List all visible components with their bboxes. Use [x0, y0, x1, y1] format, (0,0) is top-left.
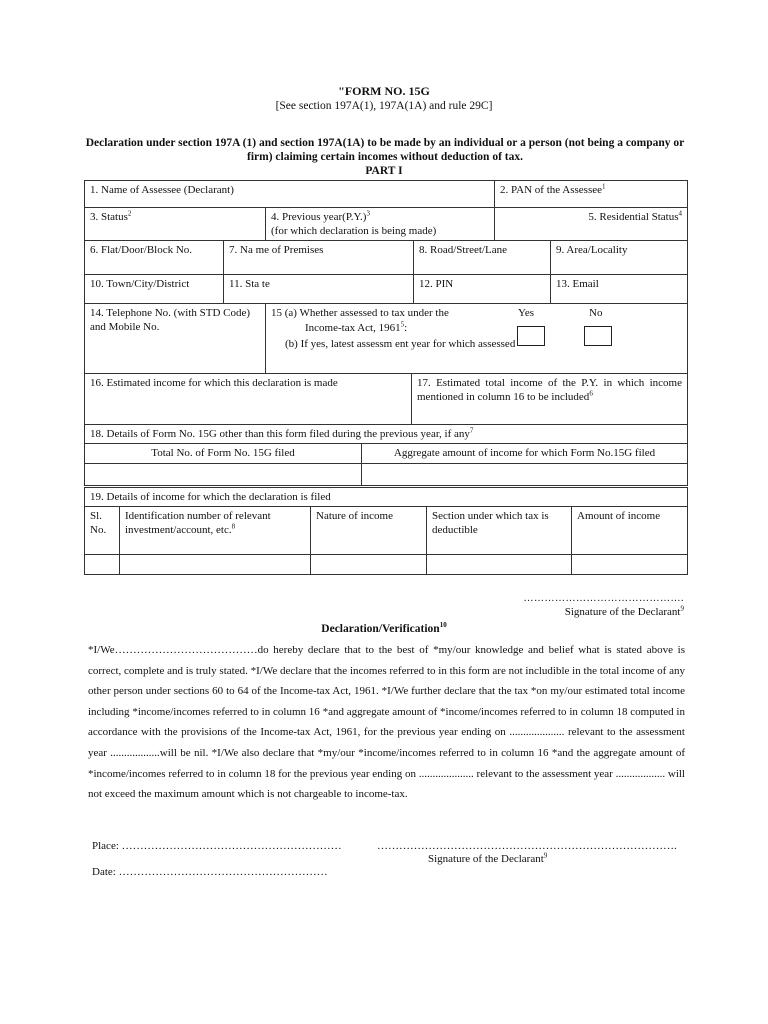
- other-forms-table: [84, 424, 688, 486]
- premises-field[interactable]: 7. Na me of Premises: [224, 241, 414, 275]
- estimated-total-income-field[interactable]: 17. Estimated total income of the P.Y. in which income mentioned in column 16 to be included$^6$: [412, 374, 688, 425]
- verification-body: *I/We…………………………………do hereby declare that to the best of *my/our knowledge and belief what is stated above is correct, complete and is truly stated. *I/We declare that the incomes referred to in this form are not includible in the total income of any other person under sections 60 to 64 of the Income-tax Act, 1961. *I/We further declare that the tax *on my/our estimated total income including *income/incomes referred to in column 16 *and aggregate amount of *income/incomes referred to in column 18 computed in accordance with the provisions of the Income-tax Act, 1961, for the previous year ending on .................... relevant to the assessment year ..................will be nil. *I/We also declare that *my/our *income/incomes referred to in column 16 *and the aggregate amount of *income/incomes referred to in column 18 for the previous year ending on .................... relevant to the assessment year .................. will not exceed the maximum amount which is not chargeable to income-tax.: [88, 644, 685, 801]
- previous-year-field[interactable]: 4. Previous $year(P.Y.)^3$ (for which declaration is being made): [266, 208, 495, 241]
- aggregate-amount-header: Aggregate amount of income for which Form No.15G filed: [362, 444, 688, 464]
- identification-number-input[interactable]: [120, 555, 311, 575]
- nature-of-income-header: Nature of income: [311, 507, 427, 555]
- date-field[interactable]: Date: …………………………………………………: [92, 866, 328, 878]
- aggregate-amount-input[interactable]: [362, 464, 688, 486]
- latest-assessment-label: (b) If yes, latest assessm ent year for which assessed: [285, 338, 516, 350]
- area-locality-field[interactable]: 9. Area/Locality: [551, 241, 688, 275]
- part-heading: PART I: [365, 165, 403, 177]
- sl-no-header: Sl. No.: [85, 507, 120, 555]
- verification-heading: Declaration/Verification$^{10}$: [321, 621, 447, 635]
- footer-signature-label: Signature of the Declarant$^9$: [428, 851, 548, 865]
- assessed-question-label: 15 (a) Whether assessed to tax under the: [271, 307, 449, 319]
- footer-signature-line[interactable]: ……………………………………………………………………….: [377, 840, 677, 852]
- yes-checkbox[interactable]: [517, 326, 545, 346]
- town-city-field[interactable]: 10. Town/City/District: [85, 275, 224, 304]
- amount-of-income-header: Amount of income: [572, 507, 688, 555]
- amount-of-income-input[interactable]: [572, 555, 688, 575]
- assessee-details-table: [84, 180, 688, 241]
- income-tax-act-label: Income-tax Act, 1961$^5$:: [305, 320, 408, 334]
- residential-status-field[interactable]: 5. Residential Status$^4$: [495, 208, 688, 241]
- section-input[interactable]: [427, 555, 572, 575]
- address-table: [84, 240, 688, 304]
- pin-field[interactable]: 12. PIN: [414, 275, 551, 304]
- no-label: No: [589, 307, 603, 319]
- sl-no-input[interactable]: [85, 555, 120, 575]
- email-field[interactable]: 13. Email: [551, 275, 688, 304]
- status-field[interactable]: 3. Status$^2$: [85, 208, 266, 241]
- signature-line[interactable]: ……………………………………….: [523, 593, 684, 604]
- assessed-to-tax-cell: [266, 304, 688, 374]
- telephone-field[interactable]: 14. Telephone No. (with STD Code) and Mobile No.: [85, 304, 266, 374]
- other-forms-heading: 18. Details of Form No. 15G other than this form filed during the previous year, if any$^7$: [85, 425, 688, 444]
- telephone-assessment-table: [84, 303, 688, 374]
- total-forms-header: Total No. of Form No. 15G filed: [85, 444, 362, 464]
- identification-number-header: Identification number of relevant investment/account, etc.$^8$: [120, 507, 311, 555]
- section-header: Section under which tax is deductible: [427, 507, 572, 555]
- yes-label: Yes: [518, 307, 535, 319]
- income-details-heading: 19. Details of income for which the declaration is filed: [85, 488, 688, 507]
- road-street-field[interactable]: 8. Road/Street/Lane: [414, 241, 551, 275]
- state-field[interactable]: 11. Sta te: [224, 275, 414, 304]
- estimated-income-field[interactable]: 16. Estimated income for which this declaration is made: [85, 374, 412, 425]
- estimated-income-table: [84, 373, 688, 425]
- total-forms-input[interactable]: [85, 464, 362, 486]
- declaration-heading: Declaration under section 197A (1) and section 197A(1A) to be made by an individual or a person (not being a company or firm) claiming certain incomes without deduction of tax.: [85, 137, 685, 163]
- pan-field[interactable]: 2. PAN of the Assessee$^1$: [495, 181, 688, 208]
- form-subtitle: [See section 197A(1), 197A(1A) and rule 29C]: [275, 100, 493, 112]
- signature-label: Signature of the Declarant$^9$: [564, 604, 684, 618]
- place-field[interactable]: Place: ……………………………………………………: [92, 840, 342, 852]
- name-of-assessee-field[interactable]: 1. Name of Assessee (Declarant): [85, 181, 495, 208]
- no-checkbox[interactable]: [584, 326, 612, 346]
- nature-of-income-input[interactable]: [311, 555, 427, 575]
- flat-door-block-field[interactable]: 6. Flat/Door/Block No.: [85, 241, 224, 275]
- form-title: "FORM NO. 15G: [338, 84, 430, 98]
- income-details-table: [84, 487, 688, 575]
